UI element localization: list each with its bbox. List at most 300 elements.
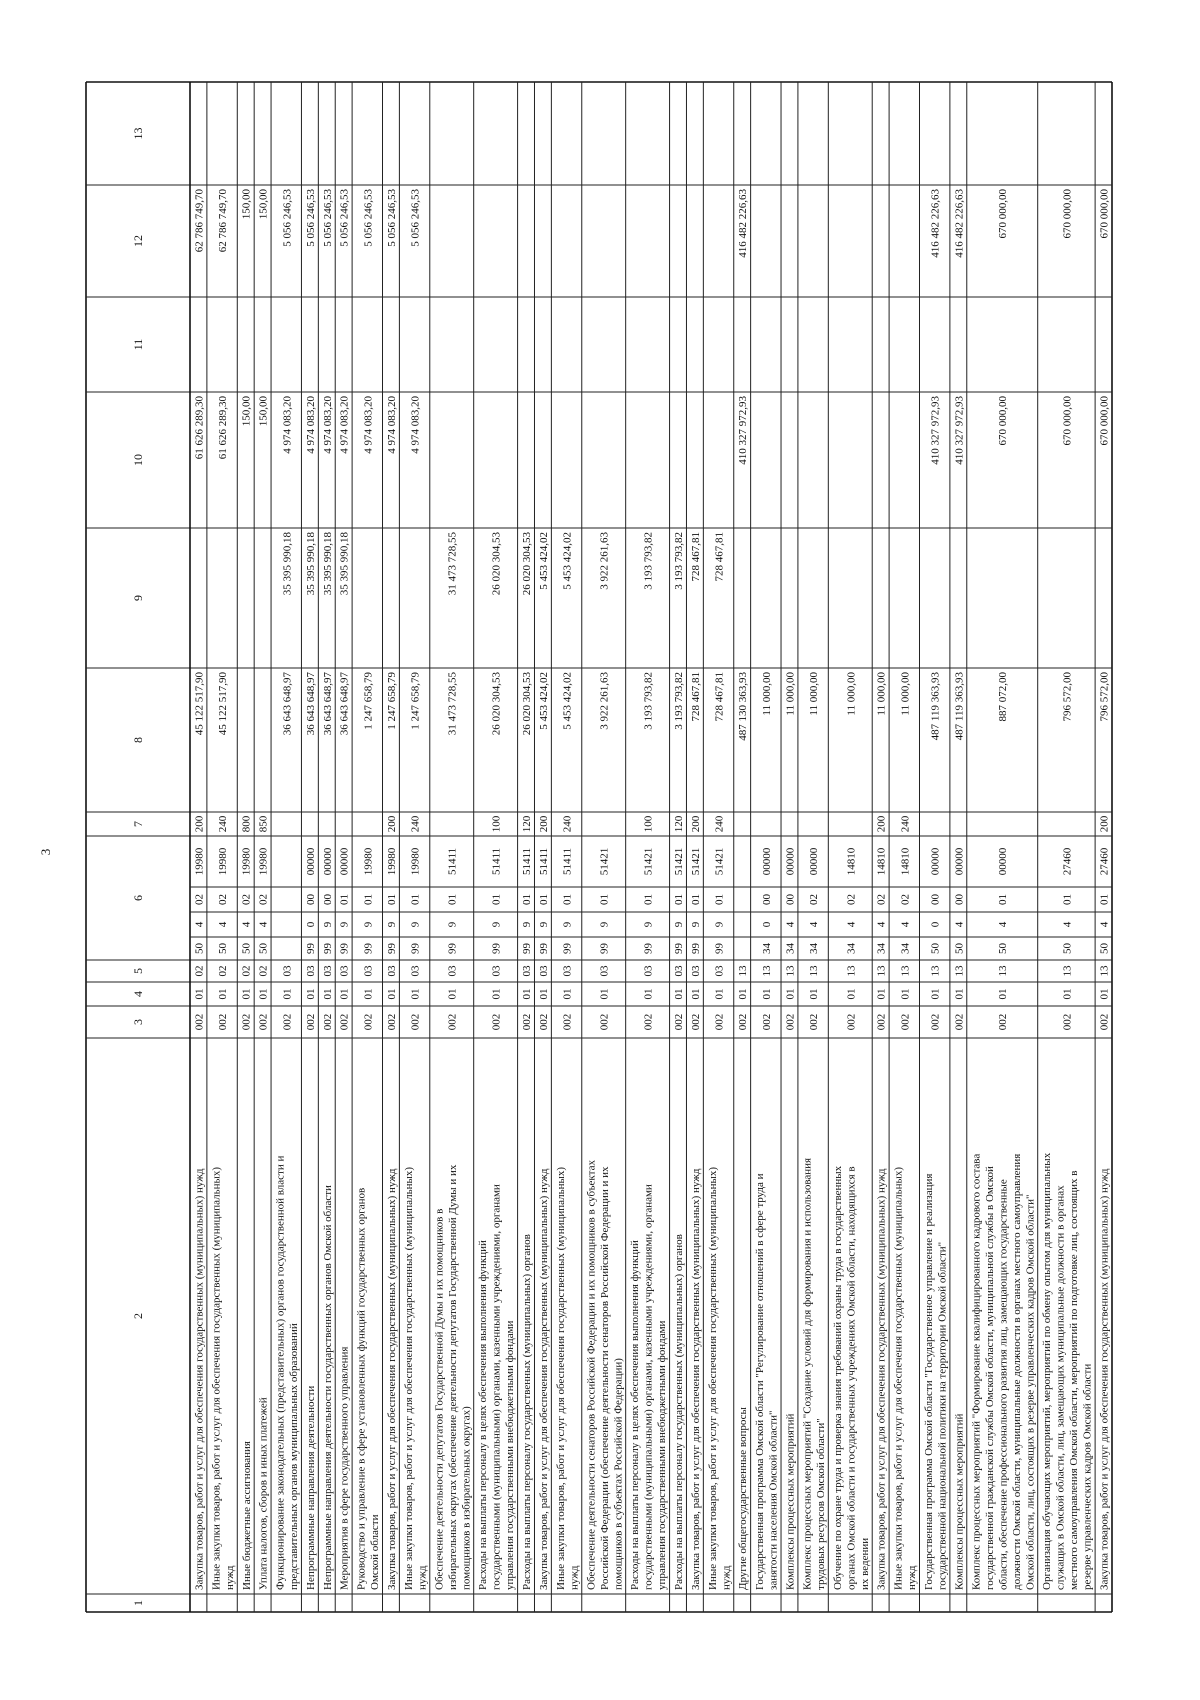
code-rz: 01 xyxy=(1098,988,1111,1000)
code-gr: 002 xyxy=(1098,1013,1111,1031)
code-csr-part: 19980 xyxy=(217,847,230,876)
code-csr-part: 4 xyxy=(899,921,912,928)
amount-c10: 410 327 972,93 xyxy=(929,396,942,465)
code-rz: 01 xyxy=(845,988,858,1000)
code-rz: 01 xyxy=(953,988,966,1000)
amount-c10: 4 974 083,20 xyxy=(385,396,398,454)
code-csr-part: 99 xyxy=(521,943,534,954)
row-name-line: государственными (муниципальными) органами, казенными учреждениями, органами xyxy=(642,1184,655,1590)
amount-c8: 31 473 728,55 xyxy=(446,672,459,736)
code-csr-part: 51421 xyxy=(689,847,702,876)
code-csr-part: 00000 xyxy=(997,847,1010,876)
code-csr-part: 9 xyxy=(598,921,611,928)
code-pr: 03 xyxy=(385,965,398,977)
code-csr-part: 99 xyxy=(409,943,422,954)
column-number: 12 xyxy=(131,235,145,247)
row-name-line: Государственная программа Омской области "Государственное управление и реализация xyxy=(922,1173,935,1590)
code-csr-part: 9 xyxy=(642,921,655,928)
row-name-line: Расходы на выплаты персоналу в целях обеспечения выполнения функций xyxy=(629,1240,642,1590)
code-pr: 13 xyxy=(899,965,912,977)
row-name-line: Непрограммные направления деятельности государственных органов Омской области xyxy=(321,1185,334,1590)
amount-c12: 5 056 246,53 xyxy=(362,189,375,247)
code-csr-part: 50 xyxy=(217,943,230,954)
code-rz: 01 xyxy=(490,988,503,1000)
code-gr: 002 xyxy=(875,1013,888,1031)
table-cells xyxy=(131,128,1111,1607)
code-gr: 002 xyxy=(737,1013,750,1031)
row-name-line: местного самоуправления Омской области, мероприятий по подготовке лиц, состоящих в xyxy=(1068,1170,1081,1590)
page-number: 3 xyxy=(38,848,53,856)
code-csr-part: 02 xyxy=(875,894,888,905)
amount-c8: 1 247 658,79 xyxy=(362,672,375,730)
code-pr: 13 xyxy=(929,965,942,977)
code-csr-part: 19980 xyxy=(362,847,375,876)
code-csr-part: 99 xyxy=(673,943,686,954)
amount-c9: 35 395 990,18 xyxy=(304,532,317,596)
code-rz: 01 xyxy=(673,988,686,1000)
row-name-line: Комплексы процессных мероприятий xyxy=(953,1413,966,1590)
code-pr: 02 xyxy=(193,965,206,977)
column-number: 9 xyxy=(131,595,145,601)
code-csr-part: 02 xyxy=(240,894,253,905)
row-name-line: их ведении xyxy=(858,1537,871,1590)
column-number: 1 xyxy=(131,1600,145,1606)
row-name-line: трудовых ресурсов Омской области" xyxy=(814,1418,827,1590)
row-name-line: Мероприятия в сфере государственного управления xyxy=(338,1346,351,1590)
code-csr-part: 99 xyxy=(321,943,334,954)
code-gr: 002 xyxy=(997,1013,1010,1031)
code-rz: 01 xyxy=(760,988,773,1000)
code-rz: 01 xyxy=(875,988,888,1000)
column-number: 2 xyxy=(131,1313,145,1319)
code-csr-part: 51411 xyxy=(490,847,503,876)
code-csr-part: 99 xyxy=(446,943,459,954)
amount-c8: 487 119 363,93 xyxy=(929,672,942,741)
code-csr-part: 02 xyxy=(193,894,206,905)
code-csr-part: 9 xyxy=(490,921,503,928)
code-csr-part: 00 xyxy=(929,894,942,905)
code-csr-part: 00000 xyxy=(929,847,942,876)
code-pr: 02 xyxy=(257,965,270,977)
code-csr-part: 50 xyxy=(193,943,206,954)
row-name-line: Функционирование законодательных (представительных) органов государственной власти и xyxy=(274,1155,287,1590)
amount-c8: 5 453 424,02 xyxy=(561,672,574,730)
code-csr-part: 19980 xyxy=(409,847,422,876)
row-name-line: Иные закупки товаров, работ и услуг для обеспечения государственных (муниципальных) xyxy=(554,1166,567,1590)
code-csr-part: 9 xyxy=(409,921,422,928)
amount-c12: 416 482 226,63 xyxy=(929,189,942,258)
code-pr: 03 xyxy=(409,965,422,977)
amount-c8: 36 643 648,97 xyxy=(338,672,351,736)
amount-c10: 670 000,00 xyxy=(1061,396,1074,446)
code-csr-part: 4 xyxy=(1098,921,1111,928)
code-pr: 03 xyxy=(362,965,375,977)
code-csr-part: 4 xyxy=(808,921,821,928)
code-rz: 01 xyxy=(362,988,375,1000)
code-csr-part: 14810 xyxy=(875,847,888,876)
amount-c9: 35 395 990,18 xyxy=(281,532,294,596)
code-csr-part: 01 xyxy=(490,894,503,905)
code-gr: 002 xyxy=(689,1013,702,1031)
code-vr: 100 xyxy=(642,815,655,833)
amount-c9: 35 395 990,18 xyxy=(321,532,334,596)
code-csr-part: 00000 xyxy=(953,847,966,876)
amount-c8: 11 000,00 xyxy=(875,672,888,716)
amount-c9: 35 395 990,18 xyxy=(338,532,351,596)
code-gr: 002 xyxy=(845,1013,858,1031)
code-csr-part: 01 xyxy=(1098,894,1111,905)
amount-c12: 5 056 246,53 xyxy=(321,189,334,247)
amount-c10: 410 327 972,93 xyxy=(953,396,966,465)
amount-c8: 11 000,00 xyxy=(845,672,858,716)
code-csr-part: 0 xyxy=(760,921,773,928)
code-csr-part: 51411 xyxy=(521,847,534,876)
code-csr-part: 02 xyxy=(845,894,858,905)
amount-c8: 728 467,81 xyxy=(689,672,702,722)
code-rz: 01 xyxy=(598,988,611,1000)
row-name-line: государственной гражданской службы Омской области, муниципальной службы в Омской xyxy=(983,1166,996,1590)
code-pr: 03 xyxy=(446,965,459,977)
row-name-line: Иные закупки товаров, работ и услуг для обеспечения государственных (муниципальных) xyxy=(706,1166,719,1590)
code-csr-part: 01 xyxy=(997,894,1010,905)
code-gr: 002 xyxy=(521,1013,534,1031)
code-rz: 01 xyxy=(240,988,253,1000)
row-name-line: Комплексы процессных мероприятий xyxy=(784,1413,797,1590)
row-name-line: Обеспечение деятельности депутатов Государственной Думы и их помощников в xyxy=(433,1208,446,1590)
code-gr: 002 xyxy=(953,1013,966,1031)
row-name-line: Омской области xyxy=(369,1514,382,1590)
amount-c12: 150,00 xyxy=(240,189,253,220)
amount-c9: 5 453 424,02 xyxy=(537,532,550,590)
amount-c9: 3 193 793,82 xyxy=(673,532,686,590)
code-rz: 01 xyxy=(217,988,230,1000)
amount-c10: 61 626 289,30 xyxy=(217,396,230,460)
row-name-line: резерве управленческих кадров Омской области xyxy=(1081,1363,1094,1590)
code-vr: 120 xyxy=(673,815,686,833)
code-gr: 002 xyxy=(385,1013,398,1031)
code-csr-part: 27460 xyxy=(1098,847,1111,876)
code-csr-part: 00000 xyxy=(321,847,334,876)
code-rz: 01 xyxy=(193,988,206,1000)
amount-c10: 4 974 083,20 xyxy=(321,396,334,454)
code-vr: 200 xyxy=(537,815,550,833)
amount-c8: 1 247 658,79 xyxy=(385,672,398,730)
row-name-line: Иные закупки товаров, работ и услуг для обеспечения государственных (муниципальных) xyxy=(402,1166,415,1590)
code-csr-part: 9 xyxy=(446,921,459,928)
column-number: 11 xyxy=(131,338,145,351)
code-rz: 01 xyxy=(997,988,1010,1000)
row-name-line: нужд xyxy=(906,1565,919,1590)
row-name-line: представительных органов муниципальных образований xyxy=(288,1323,301,1590)
row-name-line: Комплекс процессных мероприятий "Формирование квалифицированного кадрового состава xyxy=(970,1153,983,1590)
code-gr: 002 xyxy=(642,1013,655,1031)
code-pr: 02 xyxy=(240,965,253,977)
amount-c8: 26 020 304,53 xyxy=(521,672,534,736)
amount-c9: 728 467,81 xyxy=(713,532,726,582)
row-name-line: Организация обучающих мероприятий, мероприятий по обмену опытом для муниципальных xyxy=(1041,1152,1054,1590)
amount-c12: 5 056 246,53 xyxy=(338,189,351,247)
code-rz: 01 xyxy=(521,988,534,1000)
code-csr-part: 01 xyxy=(521,894,534,905)
code-gr: 002 xyxy=(598,1013,611,1031)
code-csr-part: 01 xyxy=(689,894,702,905)
code-rz: 01 xyxy=(281,988,294,1000)
amount-c12: 416 482 226,63 xyxy=(737,189,750,258)
code-rz: 01 xyxy=(808,988,821,1000)
row-name-line: области, обеспечение профессионального развития лиц, замещающих государственные xyxy=(997,1179,1010,1590)
amount-c10: 4 974 083,20 xyxy=(281,396,294,454)
code-pr: 13 xyxy=(760,965,773,977)
code-pr: 03 xyxy=(304,965,317,977)
code-csr-part: 34 xyxy=(784,943,797,954)
code-pr: 13 xyxy=(997,965,1010,977)
code-gr: 002 xyxy=(338,1013,351,1031)
code-rz: 01 xyxy=(784,988,797,1000)
code-csr-part: 01 xyxy=(537,894,550,905)
amount-c8: 487 119 363,93 xyxy=(953,672,966,741)
code-gr: 002 xyxy=(304,1013,317,1031)
amount-c12: 62 786 749,70 xyxy=(217,189,230,253)
code-csr-part: 9 xyxy=(362,921,375,928)
row-name-line: помощников в избирательных округах) xyxy=(460,1406,473,1590)
code-csr-part: 4 xyxy=(1061,921,1074,928)
row-name-line: Непрограммные направления деятельности xyxy=(304,1385,317,1590)
code-vr: 120 xyxy=(521,815,534,833)
code-rz: 01 xyxy=(385,988,398,1000)
code-csr-part: 4 xyxy=(953,921,966,928)
amount-c8: 45 122 517,90 xyxy=(193,672,206,736)
code-gr: 002 xyxy=(561,1013,574,1031)
row-name-line: помощников в субъектах Российской Федерации) xyxy=(612,1358,625,1590)
amount-c8: 36 643 648,97 xyxy=(321,672,334,736)
amount-c9: 26 020 304,53 xyxy=(490,532,503,596)
code-csr-part: 0 xyxy=(304,921,317,928)
code-csr-part: 50 xyxy=(257,943,270,954)
code-csr-part: 01 xyxy=(598,894,611,905)
code-rz: 01 xyxy=(338,988,351,1000)
code-gr: 002 xyxy=(362,1013,375,1031)
amount-c9: 26 020 304,53 xyxy=(521,532,534,596)
code-vr: 200 xyxy=(385,815,398,833)
code-rz: 01 xyxy=(321,988,334,1000)
code-csr-part: 14810 xyxy=(845,847,858,876)
code-csr-part: 01 xyxy=(385,894,398,905)
code-csr-part: 34 xyxy=(760,943,773,954)
code-pr: 13 xyxy=(784,965,797,977)
code-gr: 002 xyxy=(217,1013,230,1031)
code-pr: 03 xyxy=(673,965,686,977)
code-vr: 200 xyxy=(193,815,206,833)
amount-c8: 3 193 793,82 xyxy=(673,672,686,730)
code-vr: 240 xyxy=(409,815,422,833)
code-csr-part: 99 xyxy=(689,943,702,954)
row-name-line: нужд xyxy=(568,1565,581,1590)
code-csr-part: 9 xyxy=(338,921,351,928)
code-pr: 13 xyxy=(808,965,821,977)
code-csr-part: 02 xyxy=(217,894,230,905)
code-gr: 002 xyxy=(713,1013,726,1031)
code-csr-part: 51421 xyxy=(673,847,686,876)
code-csr-part: 00 xyxy=(760,894,773,905)
code-rz: 01 xyxy=(304,988,317,1000)
code-csr-part: 0 xyxy=(929,921,942,928)
row-name-line: Расходы на выплаты персоналу государственных (муниципальных) органов xyxy=(673,1234,686,1590)
amount-c8: 36 643 648,97 xyxy=(304,672,317,736)
code-csr-part: 00000 xyxy=(808,847,821,876)
amount-c10: 4 974 083,20 xyxy=(338,396,351,454)
code-csr-part: 99 xyxy=(362,943,375,954)
code-gr: 002 xyxy=(409,1013,422,1031)
amount-c9: 31 473 728,55 xyxy=(446,532,459,596)
row-name-line: Руководство и управление в сфере установленных функций государственных органов xyxy=(355,1187,368,1590)
code-rz: 01 xyxy=(537,988,550,1000)
row-name-line: государственной национальной политики на территории Омской области" xyxy=(936,1241,949,1590)
code-csr-part: 02 xyxy=(257,894,270,905)
code-vr: 200 xyxy=(875,815,888,833)
code-vr: 850 xyxy=(257,815,270,833)
code-csr-part: 01 xyxy=(673,894,686,905)
code-gr: 002 xyxy=(446,1013,459,1031)
code-gr: 002 xyxy=(490,1013,503,1031)
amount-c8: 26 020 304,53 xyxy=(490,672,503,736)
code-csr-part: 4 xyxy=(257,921,270,928)
code-csr-part: 9 xyxy=(537,921,550,928)
amount-c12: 670 000,00 xyxy=(1061,189,1074,239)
code-csr-part: 9 xyxy=(673,921,686,928)
amount-c12: 5 056 246,53 xyxy=(304,189,317,247)
code-csr-part: 51421 xyxy=(642,847,655,876)
code-csr-part: 4 xyxy=(240,921,253,928)
code-csr-part: 01 xyxy=(362,894,375,905)
column-number: 13 xyxy=(131,127,145,140)
code-vr: 200 xyxy=(689,815,702,833)
code-gr: 002 xyxy=(808,1013,821,1031)
amount-c12: 5 056 246,53 xyxy=(409,189,422,247)
code-csr-part: 34 xyxy=(808,943,821,954)
code-vr: 240 xyxy=(217,815,230,833)
amount-c9: 3 922 261,63 xyxy=(598,532,611,590)
code-csr-part: 01 xyxy=(713,894,726,905)
code-vr: 800 xyxy=(240,815,253,833)
code-csr-part: 00000 xyxy=(338,847,351,876)
code-rz: 01 xyxy=(1061,988,1074,1000)
code-csr-part: 50 xyxy=(929,943,942,954)
amount-c8: 1 247 658,79 xyxy=(409,672,422,730)
amount-c9: 3 193 793,82 xyxy=(642,532,655,590)
code-rz: 01 xyxy=(929,988,942,1000)
code-csr-part: 01 xyxy=(561,894,574,905)
amount-c8: 11 000,00 xyxy=(760,672,773,716)
row-name-line: Закупка товаров, работ и услуг для обеспечения государственных (муниципальных) нужд xyxy=(537,1168,550,1590)
code-csr-part: 00000 xyxy=(760,847,773,876)
amount-c12: 62 786 749,70 xyxy=(193,189,206,253)
code-csr-part: 9 xyxy=(689,921,702,928)
amount-c8: 487 130 363,93 xyxy=(737,672,750,741)
code-csr-part: 00 xyxy=(304,894,317,905)
code-vr: 200 xyxy=(1098,815,1111,833)
amount-c10: 670 000,00 xyxy=(1098,396,1111,446)
amount-c8: 45 122 517,90 xyxy=(217,672,230,736)
amount-c12: 416 482 226,63 xyxy=(953,189,966,258)
code-csr-part: 34 xyxy=(899,943,912,954)
code-csr-part: 27460 xyxy=(1061,847,1074,876)
row-name-line: Иные закупки товаров, работ и услуг для обеспечения государственных (муниципальных) xyxy=(892,1166,905,1590)
code-csr-part: 51411 xyxy=(446,847,459,876)
code-pr: 03 xyxy=(598,965,611,977)
code-csr-part: 99 xyxy=(490,943,503,954)
row-name-line: нужд xyxy=(416,1565,429,1590)
code-pr: 03 xyxy=(321,965,334,977)
row-name-line: управления государственными внебюджетными фондами xyxy=(504,1320,517,1590)
code-pr: 13 xyxy=(1061,965,1074,977)
code-csr-part: 4 xyxy=(784,921,797,928)
code-rz: 01 xyxy=(409,988,422,1000)
row-name-line: государственными (муниципальными) органами, казенными учреждениями, органами xyxy=(490,1184,503,1590)
code-csr-part: 50 xyxy=(1061,943,1074,954)
amount-c8: 11 000,00 xyxy=(899,672,912,716)
code-csr-part: 51411 xyxy=(537,847,550,876)
code-gr: 002 xyxy=(673,1013,686,1031)
code-pr: 03 xyxy=(338,965,351,977)
code-pr: 03 xyxy=(521,965,534,977)
code-gr: 002 xyxy=(760,1013,773,1031)
code-csr-part: 4 xyxy=(217,921,230,928)
code-csr-part: 99 xyxy=(304,943,317,954)
row-name-line: Закупка товаров, работ и услуг для обеспечения государственных (муниципальных) нужд xyxy=(875,1168,888,1590)
code-pr: 03 xyxy=(537,965,550,977)
column-number: 5 xyxy=(131,968,145,974)
row-name-line: Расходы на выплаты персоналу в целях обеспечения выполнения функций xyxy=(477,1240,490,1590)
amount-c8: 36 643 648,97 xyxy=(281,672,294,736)
row-name-line: Другие общегосударственные вопросы xyxy=(737,1407,750,1590)
code-csr-part: 99 xyxy=(537,943,550,954)
code-vr: 240 xyxy=(561,815,574,833)
amount-c8: 796 572,00 xyxy=(1098,672,1111,722)
amount-c12: 670 000,00 xyxy=(997,189,1010,239)
code-csr-part: 01 xyxy=(409,894,422,905)
code-csr-part: 02 xyxy=(808,894,821,905)
code-csr-part: 99 xyxy=(598,943,611,954)
code-gr: 002 xyxy=(257,1013,270,1031)
code-csr-part: 50 xyxy=(1098,943,1111,954)
code-csr-part: 14810 xyxy=(899,847,912,876)
row-name-line: Уплата налогов, сборов и иных платежей xyxy=(257,1397,270,1590)
code-rz: 01 xyxy=(737,988,750,1000)
row-name-line: органах Омской области и государственных учреждениях Омской области, находящихся в xyxy=(845,1166,858,1590)
code-rz: 01 xyxy=(257,988,270,1000)
amount-c8: 796 572,00 xyxy=(1061,672,1074,722)
code-csr-part: 19980 xyxy=(257,847,270,876)
amount-c10: 4 974 083,20 xyxy=(409,396,422,454)
row-name-line: Иные бюджетные ассигнования xyxy=(240,1441,253,1590)
column-number: 7 xyxy=(131,821,145,827)
code-csr-part: 9 xyxy=(561,921,574,928)
amount-c8: 3 193 793,82 xyxy=(642,672,655,730)
code-csr-part: 19980 xyxy=(385,847,398,876)
row-name-line: должности Омской области, муниципальные должности в органах местного самоуправления xyxy=(1010,1153,1023,1590)
code-csr-part: 01 xyxy=(642,894,655,905)
code-csr-part: 01 xyxy=(446,894,459,905)
code-csr-part: 00 xyxy=(321,894,334,905)
row-name-line: Государственная программа Омской области "Регулирование отношений в сфере труда и xyxy=(754,1173,767,1590)
amount-c9: 728 467,81 xyxy=(689,532,702,582)
amount-c10: 670 000,00 xyxy=(997,396,1010,446)
row-name-line: служащих в Омской области, лиц, замещающих муниципальные должности в органах xyxy=(1054,1185,1067,1590)
row-name-line: избирательных округах (обеспечение деятельности депутатов Государственной Думы и их xyxy=(446,1164,459,1590)
code-gr: 002 xyxy=(1061,1013,1074,1031)
amount-c10: 4 974 083,20 xyxy=(304,396,317,454)
column-number: 8 xyxy=(131,737,145,743)
